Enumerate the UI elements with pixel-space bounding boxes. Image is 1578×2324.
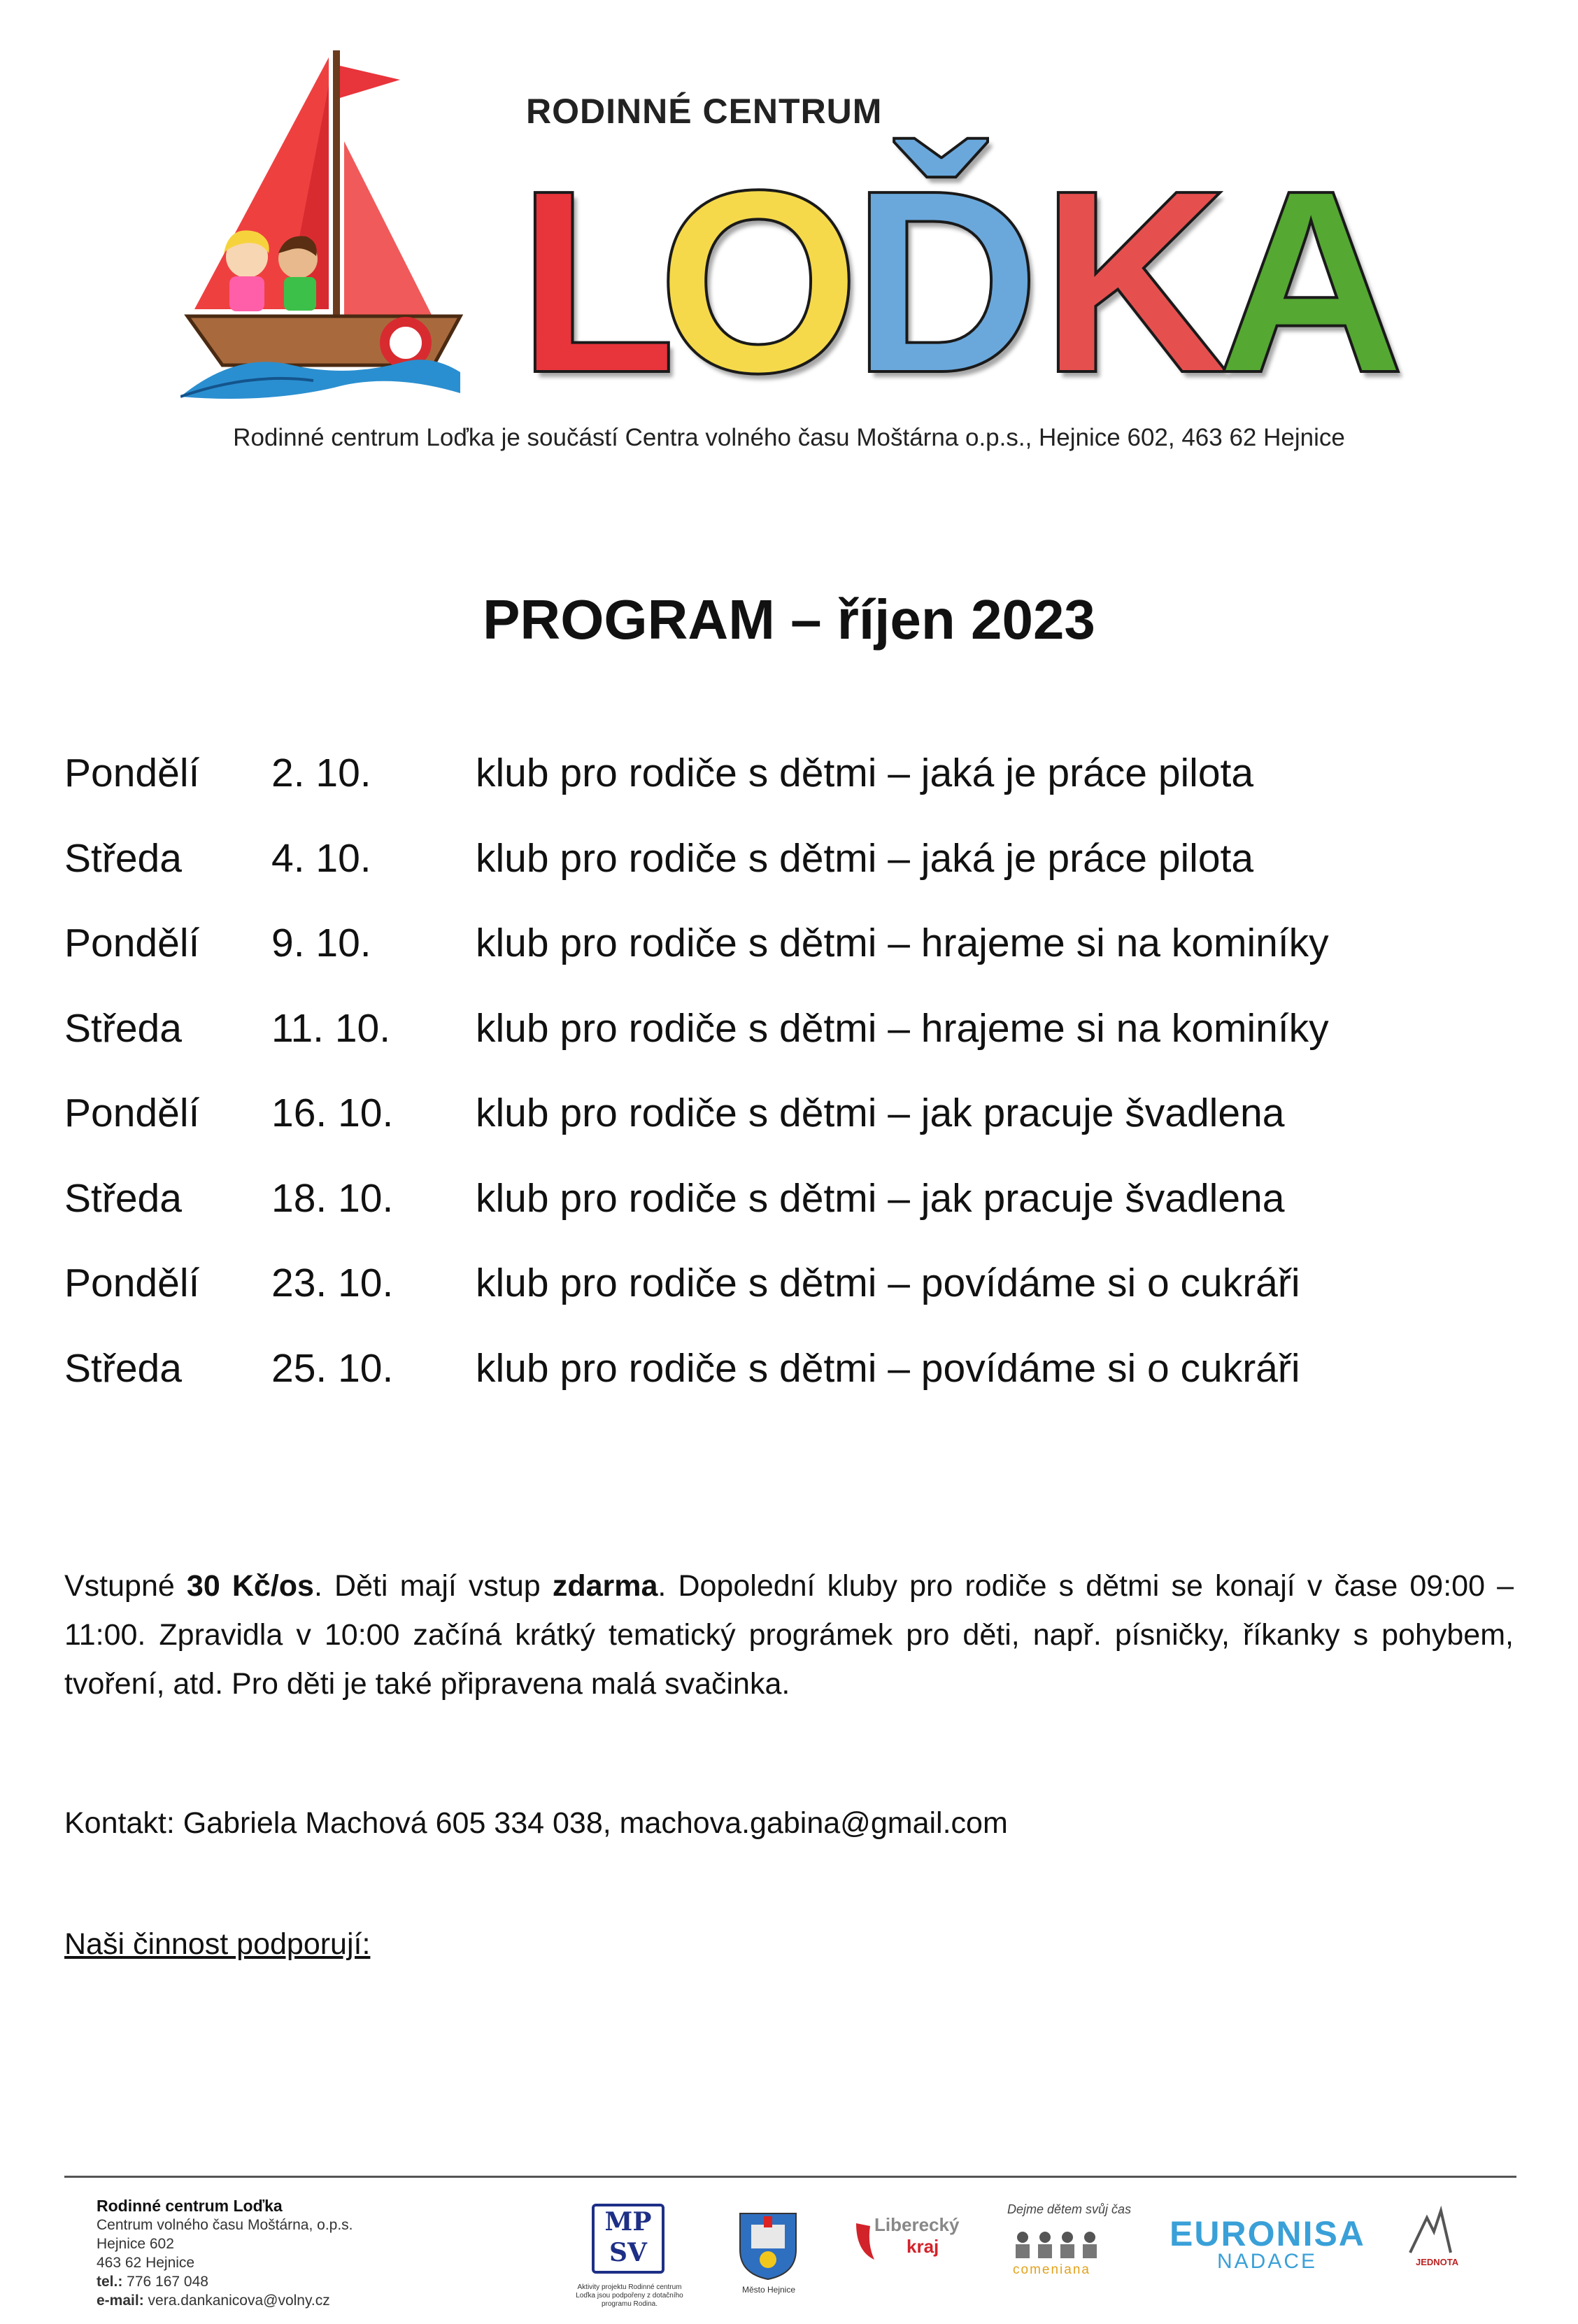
schedule-date: 16. 10. — [271, 1091, 394, 1135]
schedule-day: Pondělí — [64, 921, 200, 965]
footer-org-info — [97, 2197, 353, 2310]
schedule-date: 25. 10. — [271, 1345, 394, 1391]
schedule-row — [64, 1345, 1519, 1431]
logo-letter-k: K — [1041, 136, 1229, 427]
footer-org-line: Centrum volného času Moštárna, o.p.s. — [97, 2217, 353, 2233]
schedule-activity: klub pro rodiče s dětmi – jak pracuje švadlena — [476, 1091, 1285, 1135]
contact-line: Kontakt: Gabriela Machová 605 334 038, machova.gabina@gmail.com — [64, 1806, 1008, 1840]
mpsv-logo: MP SV — [592, 2204, 664, 2274]
liberecky-kraj-label: kraj — [907, 2236, 939, 2257]
logo-letter-d: Ď — [852, 136, 1040, 427]
schedule-activity: klub pro rodiče s dětmi – jaká je práce pilota — [476, 835, 1254, 881]
hejnice-label: Město Hejnice — [741, 2285, 796, 2295]
comeniana-label: comeniana — [1013, 2262, 1090, 2277]
schedule-date: 4. 10. — [271, 835, 371, 881]
footer-phone: tel.: 776 167 048 — [97, 2274, 208, 2290]
schedule-row — [64, 1005, 1519, 1091]
schedule-activity: klub pro rodiče s dětmi – jaká je práce pilota — [476, 751, 1254, 795]
schedule-day: Středa — [64, 835, 182, 881]
euronisa-logo: EURONISA — [1170, 2214, 1365, 2253]
comeniana-people-icon — [1010, 2229, 1114, 2260]
logo-letter-l: L — [518, 136, 677, 427]
hejnice-crest-icon — [737, 2211, 799, 2281]
page-title: PROGRAM – říjen 2023 — [483, 588, 1095, 651]
schedule-row — [64, 1175, 1519, 1261]
schedule-date: 18. 10. — [271, 1175, 394, 1221]
comeniana-slogan: Dejme dětem svůj čas — [1007, 2202, 1132, 2216]
schedule-day: Pondělí — [64, 1261, 200, 1305]
schedule-day: Pondělí — [64, 751, 200, 795]
footer-divider — [64, 2176, 1516, 2178]
schedule-activity: klub pro rodiče s dětmi – hrajeme si na kominíky — [476, 921, 1329, 965]
schedule-date: 23. 10. — [271, 1261, 394, 1305]
schedule-date: 11. 10. — [271, 1005, 391, 1051]
schedule-activity: klub pro rodiče s dětmi – jak pracuje švadlena — [476, 1175, 1285, 1221]
jednota-label: JEDNOTA — [1416, 2257, 1459, 2267]
schedule-activity: klub pro rodiče s dětmi – povídáme si o cukráři — [476, 1261, 1300, 1305]
lodka-boat-logo — [180, 43, 488, 402]
schedule-day: Pondělí — [64, 1091, 200, 1135]
schedule-row — [64, 750, 1519, 835]
schedule-list — [64, 750, 1519, 1430]
footer-org-line: Hejnice 602 — [97, 2236, 174, 2252]
euronisa-sub: NADACE — [1217, 2250, 1318, 2273]
schedule-row — [64, 835, 1519, 921]
entry-price: 30 Kč/os — [186, 1569, 314, 1603]
info-text: Vstupné — [64, 1569, 187, 1603]
free-entry: zdarma — [552, 1569, 658, 1603]
footer-org-name: Rodinné centrum Loďka — [97, 2197, 283, 2215]
schedule-day: Středa — [64, 1005, 182, 1051]
footer-org-line: 463 62 Hejnice — [97, 2255, 195, 2271]
liberecky-label: Liberecký — [874, 2214, 960, 2235]
header-address: Rodinné centrum Loďka je součástí Centra volného času Moštárna o.p.s., Hejnice 602, 463 62 Hejnice — [233, 424, 1345, 451]
support-heading: Naši činnost podporují: — [64, 1927, 371, 1961]
schedule-activity: klub pro rodiče s dětmi – hrajeme si na kominíky — [476, 1005, 1329, 1051]
org-caption: RODINNÉ CENTRUM — [526, 92, 883, 131]
schedule-activity: klub pro rodiče s dětmi – povídáme si o cukráři — [476, 1345, 1300, 1391]
logo-letter-a: A — [1217, 136, 1405, 427]
info-text: . Dopolední kluby pro rodiče s dětmi se konají v čase 09:00 – 11:00. Zpravidla v 10:00 začíná krátký tematický prográmek pro děti, např. písničky, říkanky s pohybem, tvoření, atd. Pro děti je také připravena malá svačinka. — [64, 1569, 1514, 1701]
schedule-date: 2. 10. — [271, 751, 371, 795]
info-text: . Děti mají vstup — [313, 1569, 553, 1603]
mpsv-note: Aktivity projektu Rodinné centrum Loďka jsou podpořeny z dotačního programu Rodina. — [576, 2283, 683, 2308]
schedule-day: Středa — [64, 1175, 182, 1221]
schedule-row — [64, 920, 1519, 1005]
schedule-row — [64, 1260, 1519, 1345]
footer-email: e-mail: vera.dankanicova@volny.cz — [97, 2293, 330, 2309]
schedule-day: Středa — [64, 1345, 182, 1391]
info-paragraph — [64, 1561, 1514, 1708]
schedule-row — [64, 1090, 1519, 1175]
schedule-date: 9. 10. — [271, 921, 371, 965]
logo-letter-o: O — [658, 136, 860, 427]
